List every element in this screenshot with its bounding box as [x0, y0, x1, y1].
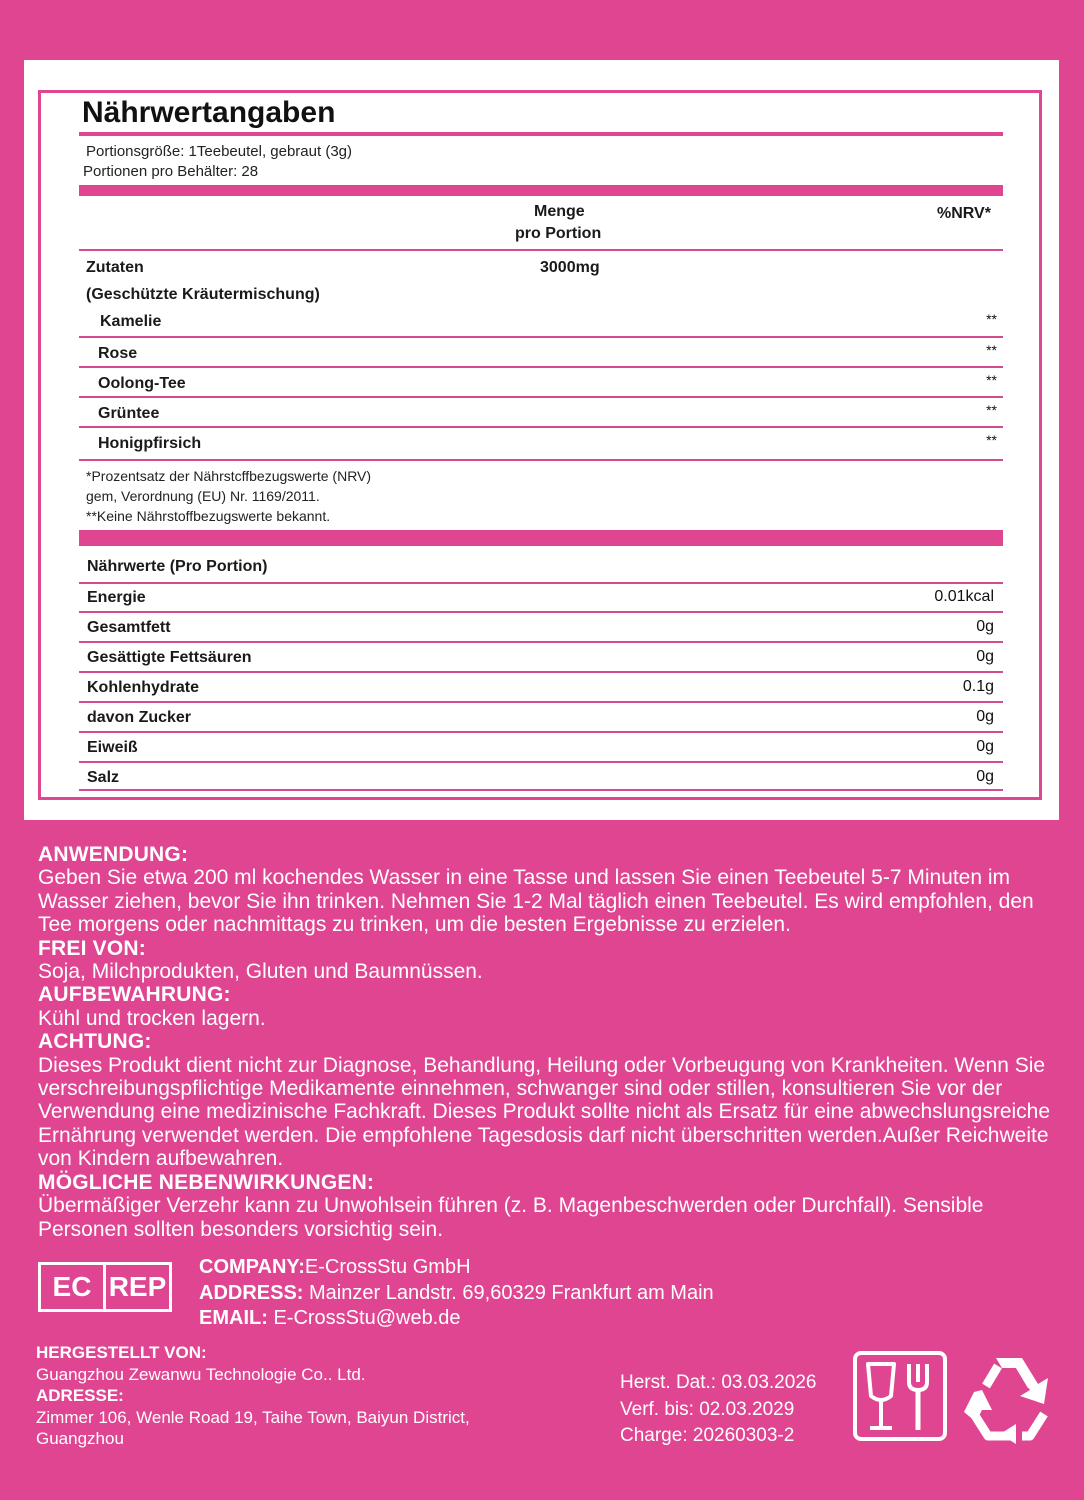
- nutrients-divider: [79, 530, 1003, 546]
- table-row: Gesamtfett: [87, 619, 171, 636]
- footnote-regulation: gem, Verordnung (EU) Nr. 1169/2011.: [86, 488, 320, 504]
- production-date: Herst. Dat.: 03.03.2026: [620, 1372, 817, 1393]
- row-divider: [79, 761, 1003, 763]
- company-block: [199, 1255, 714, 1332]
- row-divider: [79, 671, 1003, 673]
- list-item: Honigpfirsich: [98, 435, 202, 452]
- list-item-nrv: **: [986, 402, 997, 418]
- glass-fork-icon: [852, 1350, 948, 1442]
- row-divider: [79, 396, 1003, 398]
- col-amount-line2: pro Portion: [515, 225, 602, 242]
- list-item-nrv: **: [986, 342, 997, 358]
- side-effects-text: Übermäßiger Verzehr kann zu Unwohlsein führen (z. B. Magenbeschwerden oder Durchfall). Sensible Personen sollten besonders vorsichtig sein.: [38, 1194, 984, 1241]
- list-item: Grüntee: [98, 405, 160, 422]
- batch-number: Charge: 20260303-2: [620, 1425, 795, 1446]
- side-effects-heading: MÖGLICHE NEBENWIRKUNGEN:: [38, 1170, 375, 1194]
- list-item: Kamelie: [100, 313, 162, 330]
- company-name: E-CrossStu GmbH: [304, 1256, 471, 1278]
- list-item-nrv: **: [986, 311, 997, 327]
- list-item: Rose: [98, 345, 138, 362]
- table-row-value: 0.1g: [962, 678, 994, 695]
- footnote-nrv: *Prozentsatz der Nährstcffbezugswerte (NRV): [86, 468, 372, 484]
- ec-label: EC: [41, 1265, 106, 1309]
- company-email-label: EMAIL:: [199, 1307, 268, 1329]
- row-divider: [79, 611, 1003, 613]
- dates-block: [620, 1370, 816, 1450]
- company-address: Mainzer Landstr. 69,60329 Frankfurt am Main: [303, 1281, 714, 1304]
- table-row: Salz: [87, 769, 120, 786]
- row-divider: [79, 731, 1003, 733]
- header-divider: [79, 249, 1003, 251]
- made-by-label: HERGESTELLT VON:: [36, 1343, 207, 1362]
- row-divider: [79, 336, 1003, 338]
- col-amount-line1: Menge: [534, 203, 585, 220]
- storage-text: Kühl und trocken lagern.: [38, 1006, 266, 1030]
- row-divider: [79, 641, 1003, 643]
- table-row-value: 0g: [976, 618, 994, 635]
- serving-size: Portionsgröße: 1Teebeutel, gebraut (3g): [86, 143, 352, 160]
- ingredients-amount: 3000mg: [540, 259, 600, 276]
- footnote-unknown: **Keine Nährstoffbezugswerte bekannt.: [86, 508, 331, 524]
- maker-address-line1: Zimmer 106, Wenle Road 19, Taihe Town, Baiyun District,: [36, 1407, 470, 1427]
- servings-per-container: Portionen pro Behälter: 28: [83, 163, 259, 180]
- ec-rep-badge: [38, 1262, 172, 1312]
- table-row-value: 0g: [976, 768, 994, 785]
- usage-heading: ANWENDUNG:: [38, 843, 189, 866]
- table-row-value: 0g: [976, 708, 994, 725]
- table-row: Gesättigte Fettsäuren: [87, 649, 252, 666]
- ingredients-label: Zutaten: [86, 259, 144, 276]
- table-row: Kohlenhydrate: [87, 679, 200, 696]
- product-info: [38, 843, 1058, 1241]
- row-divider: [79, 366, 1003, 368]
- blend-label: (Geschützte Kräutermischung): [86, 286, 320, 303]
- serving-divider: [79, 185, 1003, 196]
- nutrition-panel: [24, 60, 1059, 820]
- warning-heading: ACHTUNG:: [38, 1030, 152, 1054]
- table-row-value: 0g: [976, 648, 994, 665]
- title-divider: [79, 132, 1003, 136]
- storage-heading: AUFBEWAHRUNG:: [38, 983, 231, 1007]
- company-email: E-CrossStu@web.de: [267, 1307, 461, 1329]
- row-divider: [79, 426, 1003, 428]
- maker-address-label: ADRESSE:: [36, 1386, 124, 1405]
- label-title: Nährwertangaben: [82, 96, 336, 129]
- row-divider: [79, 582, 1003, 584]
- table-row-value: 0.01kcal: [934, 588, 994, 605]
- manufacturer-block: [36, 1342, 470, 1450]
- warning-text: Dieses Produkt dient nicht zur Diagnose, Behandlung, Heilung oder Vorbeugung von Krankheiten. Wenn Sie verschreibungspflichtige Medikamente einnehmen, schwanger sind oder stillen, konsultieren Sie vor der Verwendung eine medizinische Fachkraft. Dieses Produkt sollte nicht als Ersatz für eine abwechslungsreiche Ernährung verwendet werden. Die empfohlene Tagesdosis darf nicht überschritten werden.Außer Reichweite von Kindern aufbewahren.: [38, 1053, 1051, 1171]
- row-divider: [79, 789, 1003, 791]
- table-row: davon Zucker: [87, 709, 192, 726]
- free-from-heading: FREI VON:: [38, 936, 146, 960]
- nutrients-header: Nährwerte (Pro Portion): [87, 558, 268, 575]
- list-item-nrv: **: [986, 432, 997, 448]
- usage-text: Geben Sie etwa 200 ml kochendes Wasser in eine Tasse und lassen Sie einen Teebeutel 5-7 Minuten im Wasser ziehen, bevor Sie ihn trinken. Nehmen Sie 1-2 Mal täglich einen Teebeutel. Es wird empfohlen, den Tee morgens oder nachmittags zu trinken, um die besten Ergebnisse zu erzielen.: [38, 866, 1034, 937]
- table-row: Eiweiß: [87, 739, 138, 756]
- recycle-icon: [958, 1352, 1060, 1446]
- expiry-date: Verf. bis: 02.03.2029: [620, 1398, 795, 1420]
- table-row: Energie: [87, 589, 146, 606]
- row-divider: [79, 701, 1003, 703]
- col-nrv: %NRV*: [937, 205, 991, 222]
- company-label: COMPANY:: [199, 1256, 305, 1278]
- free-from-text: Soja, Milchprodukten, Gluten und Baumnüssen.: [38, 960, 483, 984]
- made-by-value: Guangzhou Zewanwu Technologie Co.. Ltd.: [36, 1364, 366, 1384]
- table-row-value: 0g: [976, 738, 994, 755]
- maker-address-line2: Guangzhou: [36, 1429, 124, 1448]
- list-item-nrv: **: [986, 372, 997, 388]
- rep-label: REP: [108, 1271, 167, 1302]
- row-divider: [79, 459, 1003, 461]
- company-address-label: ADDRESS:: [199, 1281, 304, 1304]
- list-item: Oolong-Tee: [98, 375, 186, 392]
